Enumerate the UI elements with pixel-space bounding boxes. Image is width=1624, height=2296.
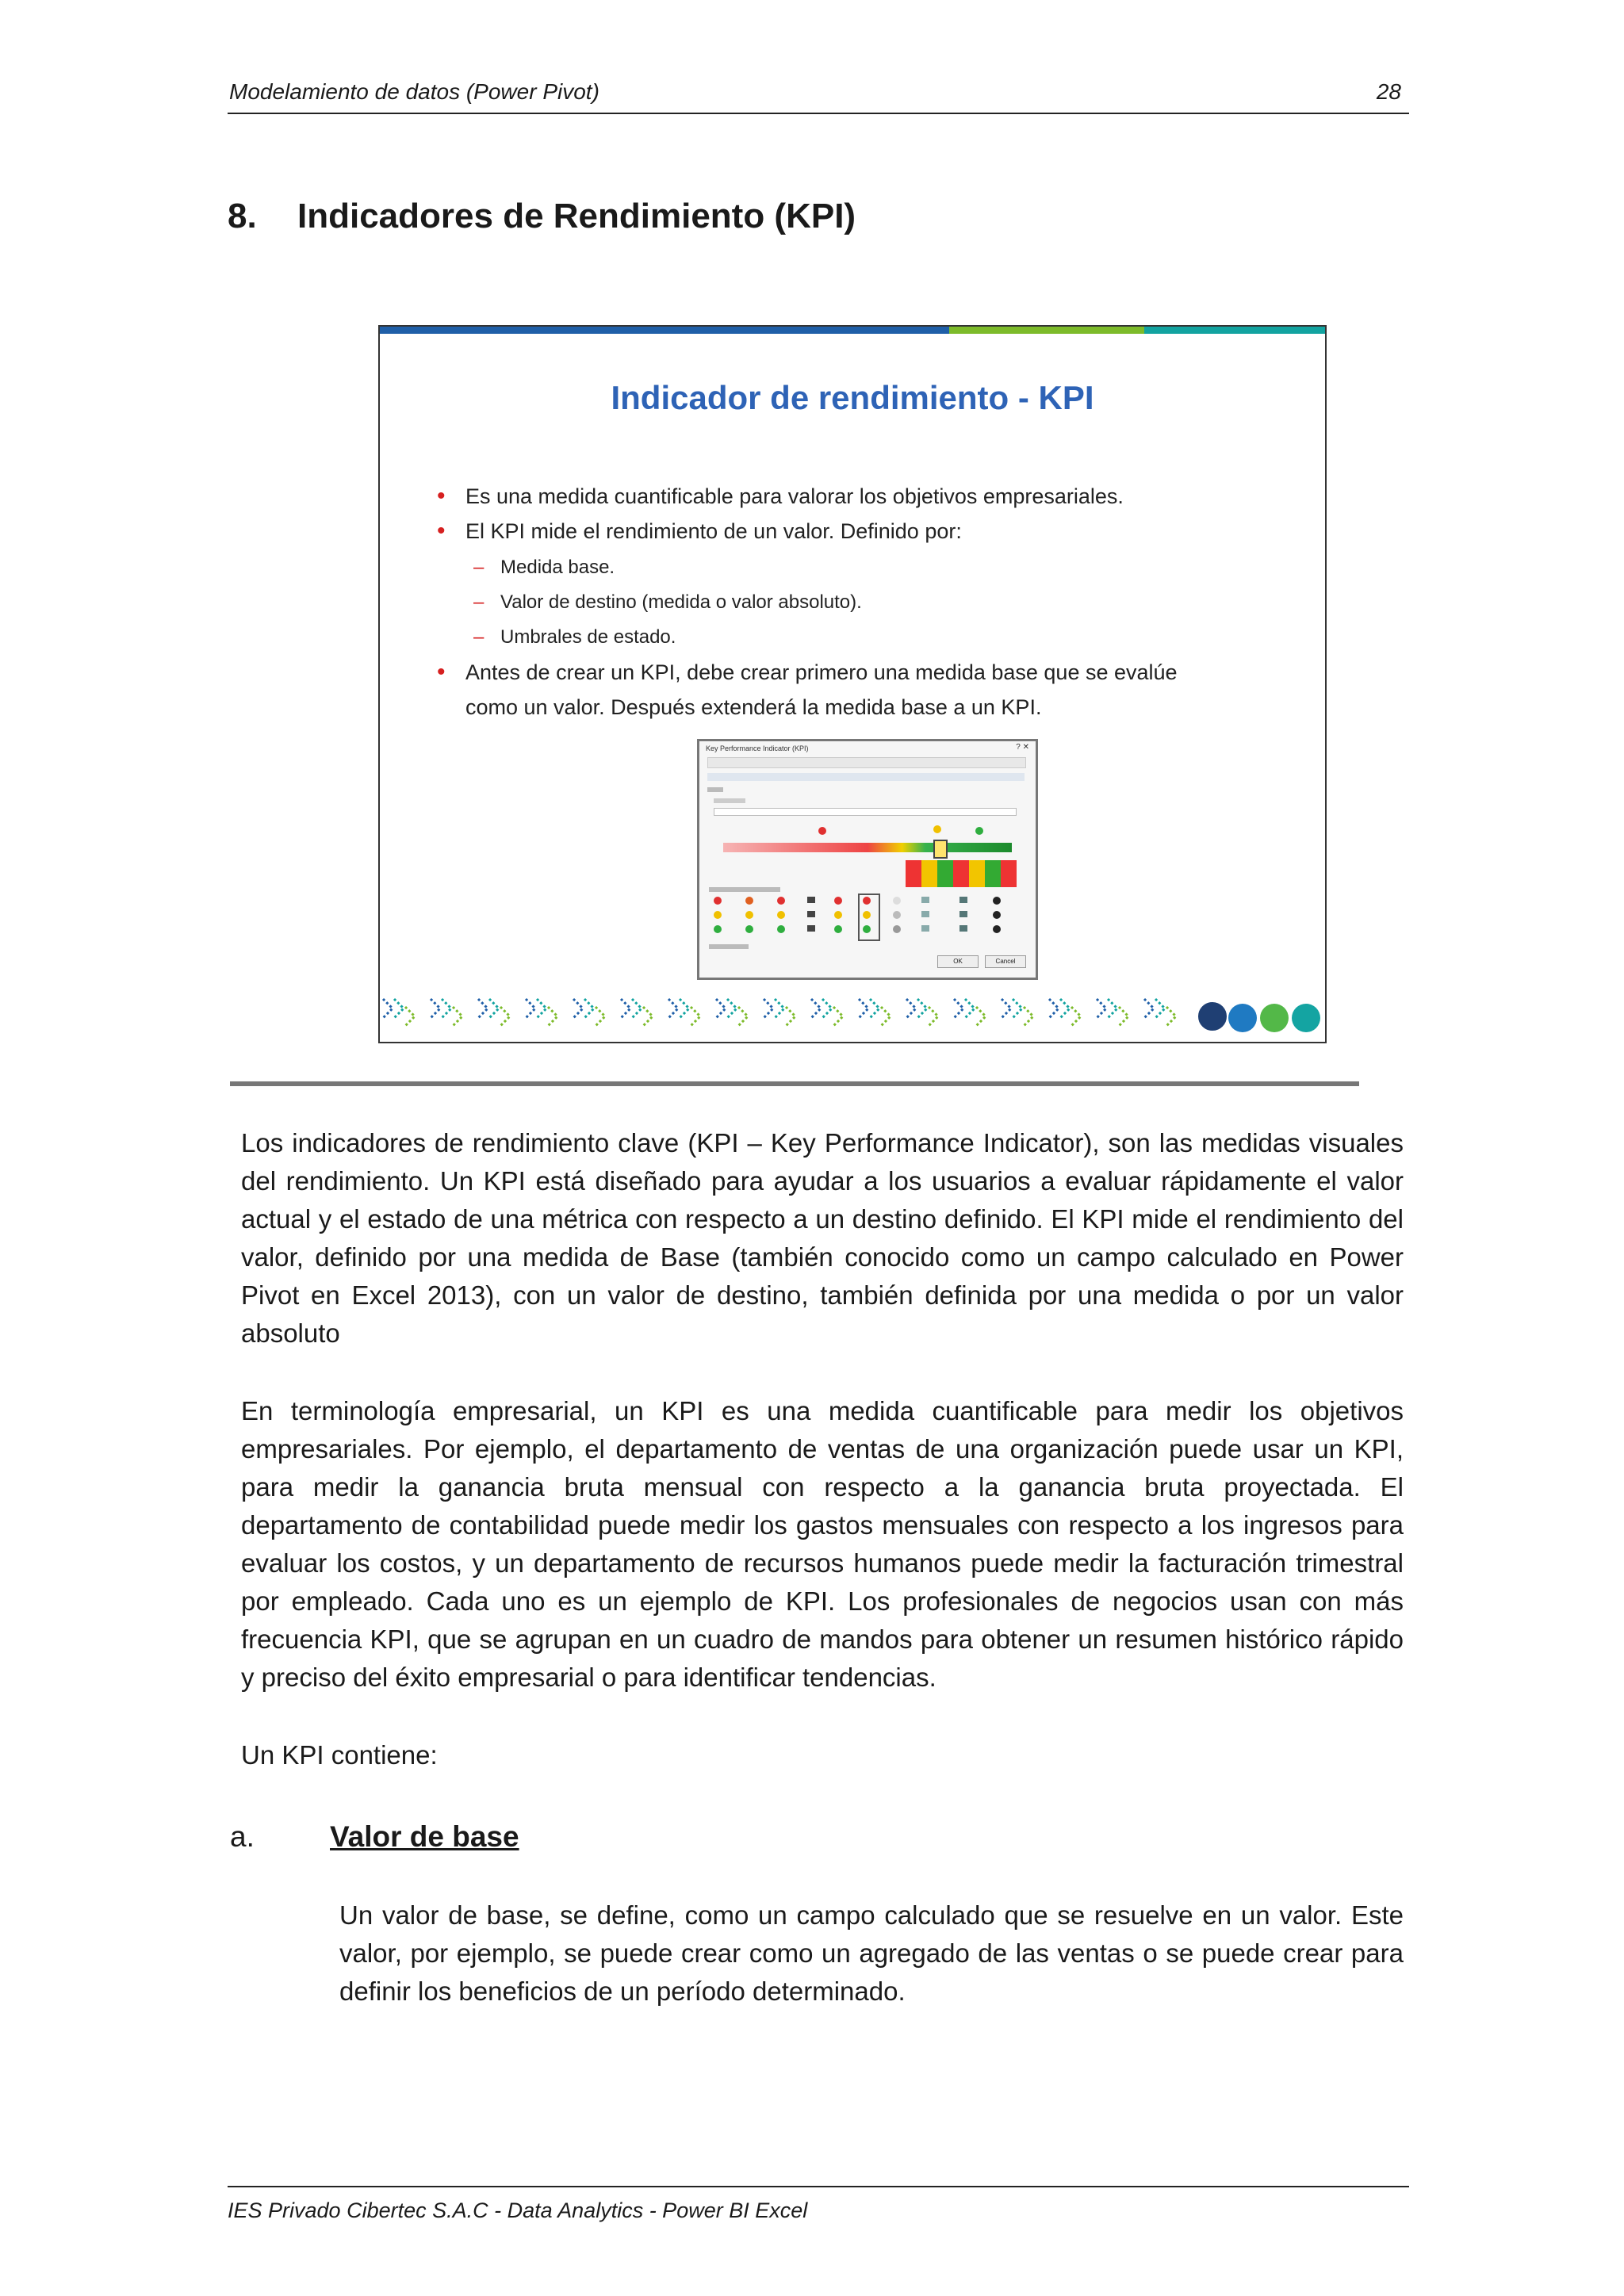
base-field-row [707, 757, 1026, 768]
section-title: Indicadores de Rendimiento (KPI) [297, 197, 856, 235]
slide-bullet: • El KPI mide el rendimiento de un valor. Definido por: [437, 518, 962, 544]
horizontal-rule [230, 1081, 1359, 1086]
ok-button: OK [937, 955, 979, 968]
paragraph-2: En terminología empresarial, un KPI es una medida cuantificable para medir los objetivos empresariales. Por ejemplo, el departamento de ventas de una organización puede usar un KPI, para medir la ganancia bruta mensual con respecto a la ganancia bruta proyectada. El departamento de contabilidad puede medir los gastos mensuales con respecto a los ingresos para evaluar los costos, y un departamento de recursos humanos puede medir la facturación trimestral por empleado. Cada uno es un ejemplo de KPI. Los profesionales de negocios usan con más frecuencia KPI, que se agrupan en un cuadro de mandos para obtener un resumen histórico rápido y preciso del éxito empresarial o para identificar tendencias. [241, 1396, 1404, 1692]
slide-bar-blue [380, 327, 949, 334]
slide-bar-green [949, 327, 1144, 334]
page-header [228, 78, 1409, 114]
target-label [707, 787, 723, 792]
section-heading [228, 197, 856, 236]
slide-bar-teal [1144, 327, 1325, 334]
threshold-style-options [906, 860, 1017, 887]
threshold-slider [933, 840, 948, 859]
icon-style-label [709, 887, 780, 892]
slide-title: Indicador de rendimiento - KPI [611, 379, 1094, 416]
slide-bullet-continuation: como un valor. Después extenderá la medida base a un KPI. [465, 695, 1042, 719]
close-icon: ? ✕ [1016, 743, 1029, 752]
subsection-title: Valor de base [330, 1820, 519, 1853]
red-indicator-icon [818, 827, 826, 835]
paragraph-3: Un KPI contiene: [241, 1740, 438, 1770]
slide-subbullet: – Medida base. [473, 557, 615, 578]
icon-style-grid [714, 897, 1023, 941]
paragraph-1: Los indicadores de rendimiento clave (KPI – Key Performance Indicator), son las medidas visuales del rendimiento. Un KPI está diseñado para ayudar a los usuarios a evaluar rápidamente el valor actual y el estado de una métrica con respecto a un destino definido. El KPI mide el rendimiento del valor, definido por una medida de Base (también conocido como un campo calculado en Power Pivot en Excel 2013), con un valor de destino, también definida por una medida o por un valor absoluto [241, 1128, 1404, 1348]
slide-subbullet: – Valor de destino (medida o valor absoluto). [473, 591, 862, 613]
green-indicator-icon [975, 827, 983, 835]
subsection-paragraph: Un valor de base, se define, como un campo calculado que se resuelve en un valor. Este valor, por ejemplo, se puede crear como un agregado de las ventas o se puede crear para definir los beneficios de un período determinado. [339, 1900, 1404, 2006]
green-circle-icon [1260, 1004, 1289, 1032]
blue-circle-icon [1228, 1004, 1257, 1032]
slide-image [378, 325, 1327, 1043]
subsection-letter: a. [230, 1820, 255, 1853]
decorative-chevron-pattern [380, 993, 1189, 1032]
kpi-dialog-screenshot [697, 739, 1038, 980]
subsection-heading [230, 1820, 519, 1854]
measure-radio [714, 798, 745, 803]
kpi-status-row [707, 773, 1025, 781]
slide-subbullet: – Umbrales de estado. [473, 626, 676, 648]
logo-shield-icon [1197, 1001, 1228, 1032]
dialog-title: Key Performance Indicator (KPI) [706, 744, 809, 752]
descriptions-expander [709, 944, 749, 949]
cancel-button: Cancel [985, 955, 1026, 968]
section-number: 8. [228, 197, 257, 235]
header-title: Modelamiento de datos (Power Pivot) [229, 79, 599, 104]
page-number: 28 [1376, 79, 1401, 104]
absolute-value-field [714, 808, 1017, 816]
yellow-indicator-icon [933, 825, 941, 833]
slide-bullet: • Antes de crear un KPI, debe crear primero una medida base que se evalúe [437, 659, 1178, 685]
threshold-gradient [723, 843, 1012, 852]
slide-bullet: • Es una medida cuantificable para valorar los objetivos empresariales. [437, 483, 1124, 509]
page-footer: IES Privado Cibertec S.A.C - Data Analytics - Power BI Excel [228, 2186, 1409, 2223]
teal-circle-icon [1292, 1004, 1320, 1032]
